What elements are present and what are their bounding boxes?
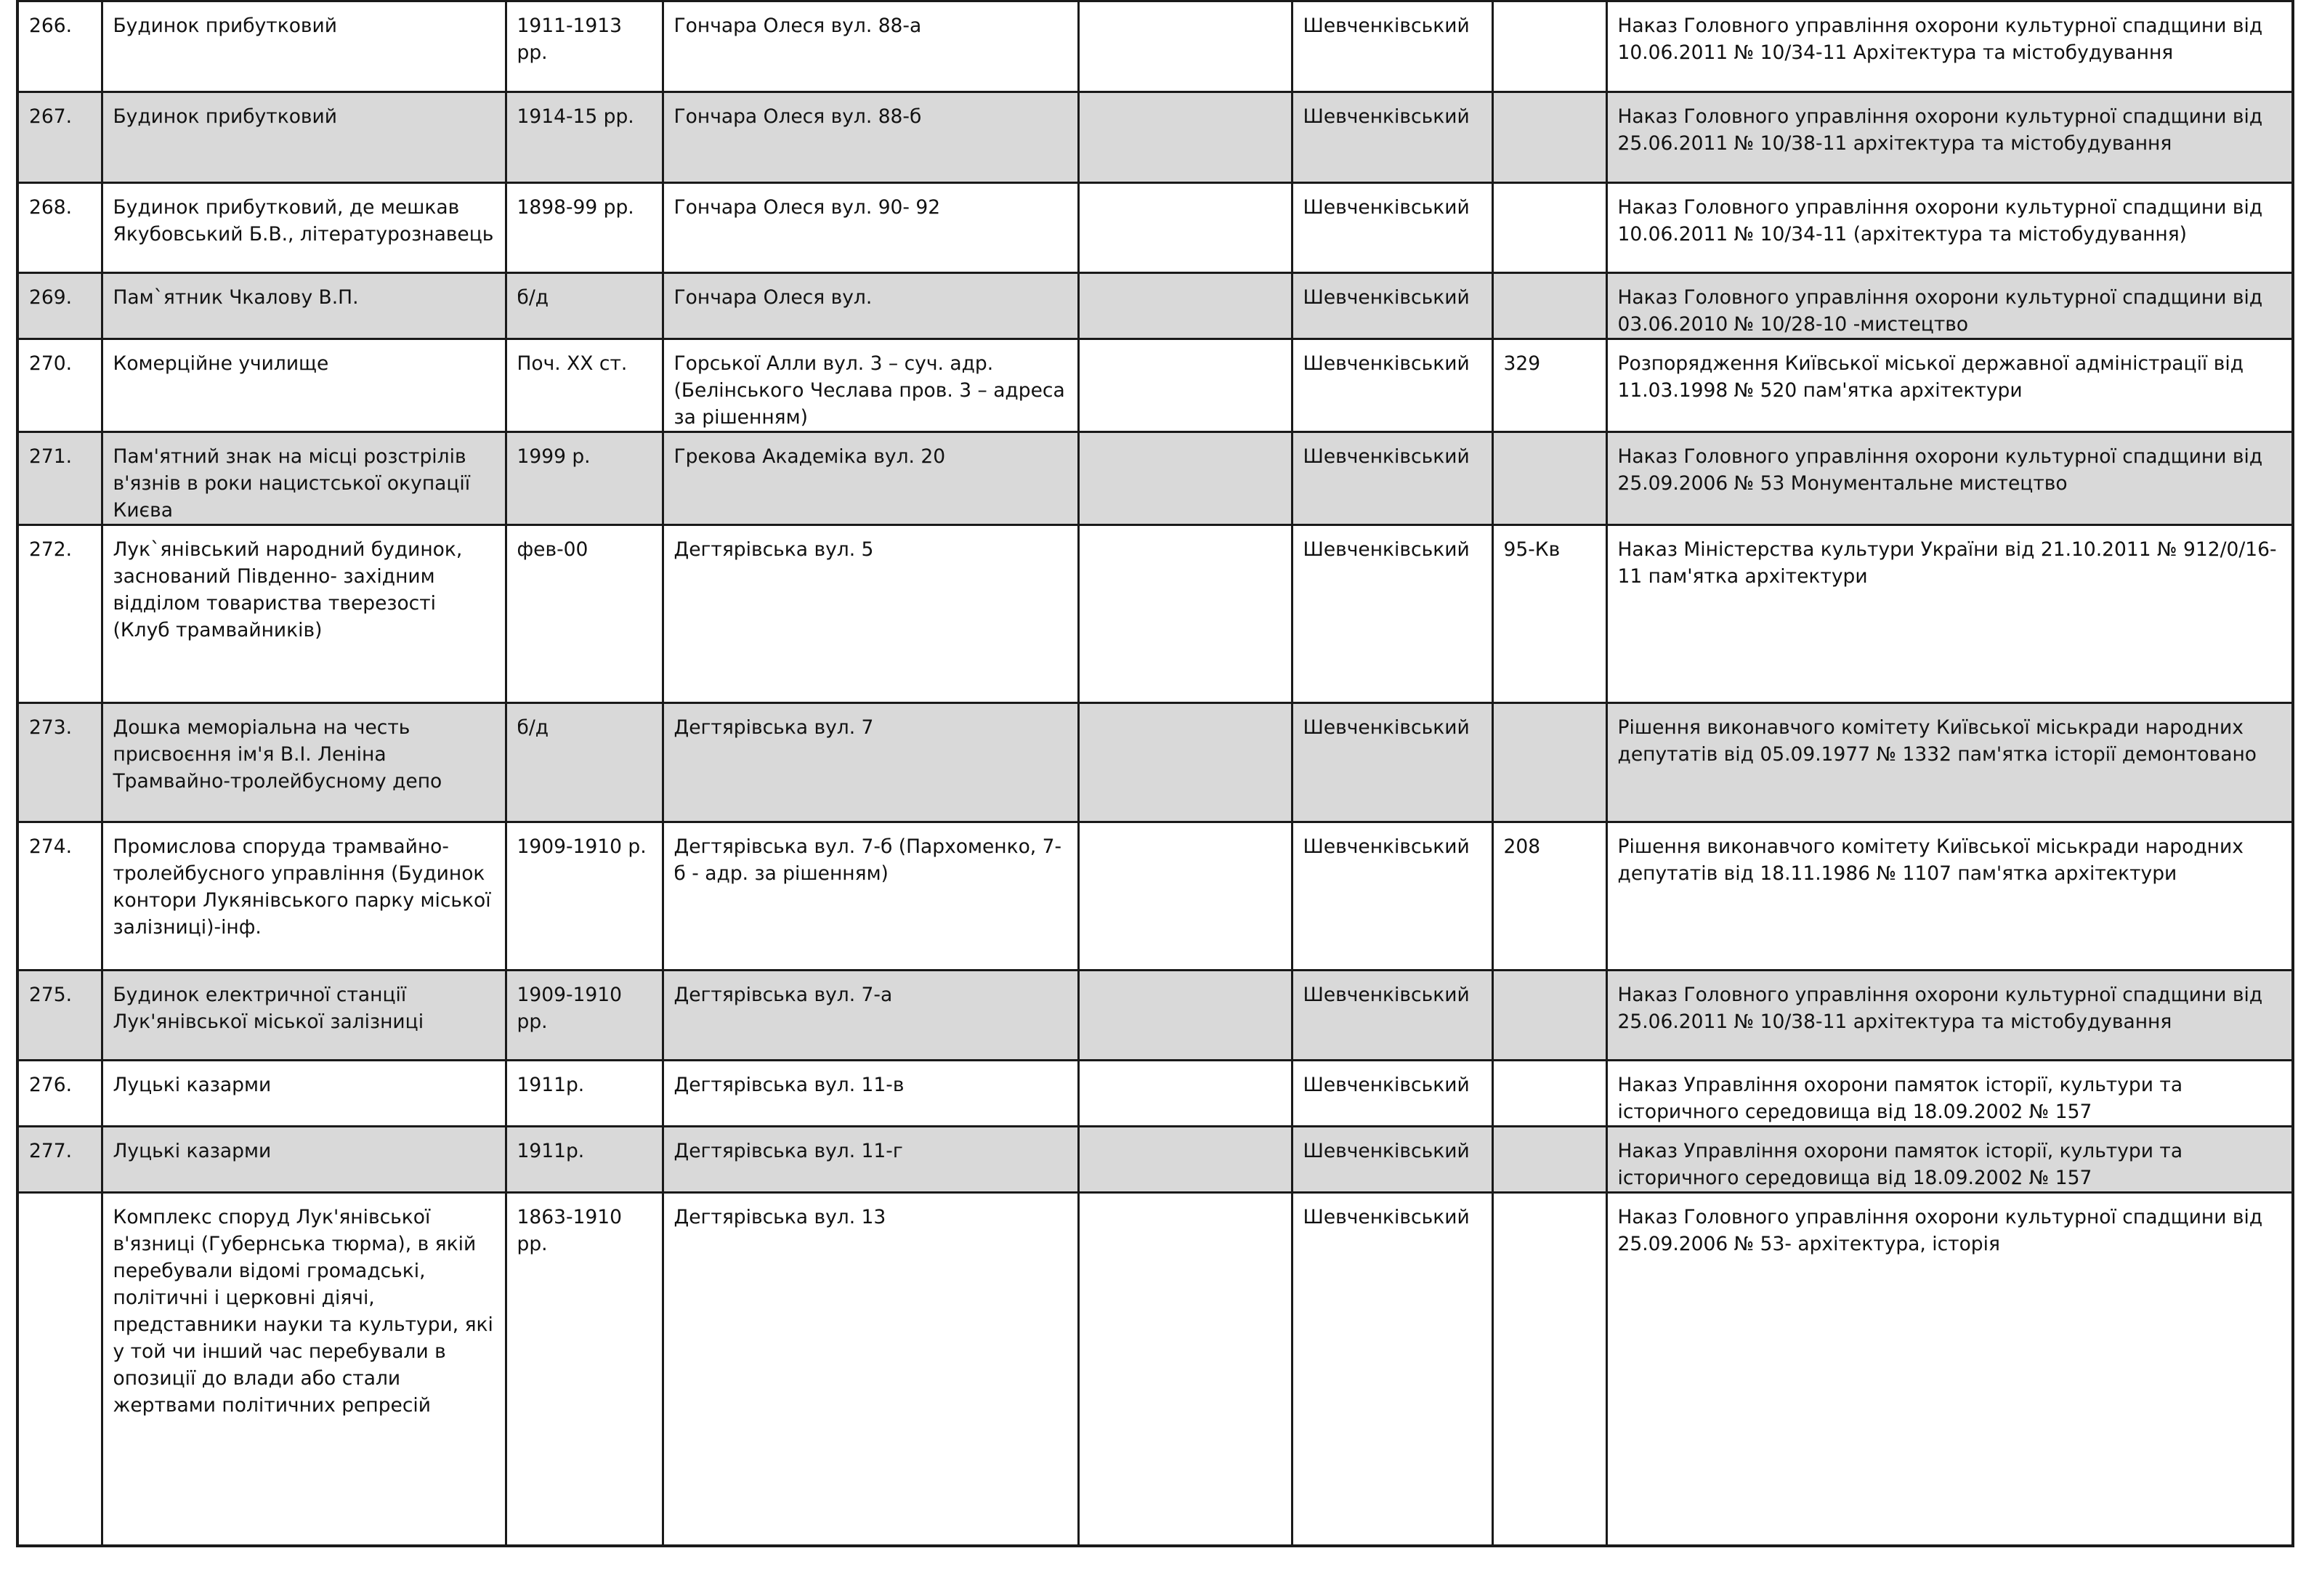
table-row [17, 971, 2293, 1061]
cell-decision: Наказ Головного управління охорони культурної спадщини від 10.06.2011 № 10/34-11 (архітектура та містобудування) [1606, 183, 2293, 273]
cell-object-name: Комплекс споруд Лук'янівської в'язниці (Губернська тюрма), в якій перебували відомі громадські, політичні і церковні діячі, представники науки та культури, які у той чи інший час перебували в опозиції до влади або стали жертвами політичних репресій [102, 1193, 506, 1546]
table-row [17, 1193, 2293, 1546]
cell-date: 1909-1910 рр. [506, 971, 663, 1061]
cell-decision: Рішення виконавчого комітету Київської міськради народних депутатів від 05.09.1977 № 1332 пам'ятка історії демонтовано [1606, 703, 2293, 822]
table-row [17, 273, 2293, 339]
cell-address: Грекова Академіка вул. 20 [663, 432, 1078, 525]
cell-district: Шевченківський [1292, 183, 1492, 273]
cell-decision: Наказ Головного управління охорони культурної спадщини від 25.06.2011 № 10/38-11 архітектура та містобудування [1606, 971, 2293, 1061]
cell-date: 1909-1910 р. [506, 822, 663, 971]
cell-object-name: Луцькі казарми [102, 1127, 506, 1193]
cell-date: 1911р. [506, 1061, 663, 1127]
cell-address: Гончара Олеся вул. 88-а [663, 1, 1078, 92]
cell-extra [1078, 525, 1292, 703]
cell-object-name: Промислова споруда трамвайно-тролейбусного управління (Будинок контори Лукянівського парку міської залізниці)-інф. [102, 822, 506, 971]
cell-code [1492, 1193, 1606, 1546]
cell-district: Шевченківський [1292, 1061, 1492, 1127]
cell-number: 272. [17, 525, 102, 703]
cell-extra [1078, 971, 1292, 1061]
cell-decision: Наказ Управління охорони памяток історії, культури та історичного середовища від 18.09.2002 № 157 [1606, 1061, 2293, 1127]
cell-extra [1078, 432, 1292, 525]
table-row [17, 339, 2293, 432]
cell-decision: Рішення виконавчого комітету Київської міськради народних депутатів від 18.11.1986 № 1107 пам'ятка архітектури [1606, 822, 2293, 971]
cell-district: Шевченківський [1292, 432, 1492, 525]
cell-decision: Наказ Головного управління охорони культурної спадщини від 10.06.2011 № 10/34-11 Архітектура та містобудування [1606, 1, 2293, 92]
cell-number: 276. [17, 1061, 102, 1127]
cell-object-name: Комерційне училище [102, 339, 506, 432]
cell-object-name: Будинок прибутковий, де мешкав Якубовський Б.В., літературознавець [102, 183, 506, 273]
cell-address: Гончара Олеся вул. 90- 92 [663, 183, 1078, 273]
cell-code [1492, 1, 1606, 92]
cell-address: Дегтярівська вул. 11-г [663, 1127, 1078, 1193]
cell-extra [1078, 1127, 1292, 1193]
table-body [17, 1, 2293, 1546]
table-row [17, 432, 2293, 525]
cell-code: 95-Кв [1492, 525, 1606, 703]
cell-extra [1078, 1193, 1292, 1546]
cell-number: 277. [17, 1127, 102, 1193]
cell-number: 274. [17, 822, 102, 971]
cell-district: Шевченківський [1292, 1127, 1492, 1193]
cell-decision: Наказ Управління охорони памяток історії, культури та історичного середовища від 18.09.2002 № 157 [1606, 1127, 2293, 1193]
cell-extra [1078, 822, 1292, 971]
cell-district: Шевченківський [1292, 822, 1492, 971]
cell-extra [1078, 1, 1292, 92]
cell-number: 271. [17, 432, 102, 525]
cell-number: 270. [17, 339, 102, 432]
cell-object-name: Лук`янівський народний будинок, заснований Південно- західним відділом товариства тверезості (Клуб трамвайників) [102, 525, 506, 703]
cell-date: 1863-1910 рр. [506, 1193, 663, 1546]
cell-address: Дегтярівська вул. 7-а [663, 971, 1078, 1061]
cell-object-name: Луцькі казарми [102, 1061, 506, 1127]
cell-address: Гончара Олеся вул. [663, 273, 1078, 339]
cell-address: Дегтярівська вул. 7-б (Пархоменко, 7-б - адр. за рішенням) [663, 822, 1078, 971]
cell-code [1492, 703, 1606, 822]
cell-date: 1914-15 рр. [506, 92, 663, 183]
cell-address: Дегтярівська вул. 5 [663, 525, 1078, 703]
cell-date: 1999 р. [506, 432, 663, 525]
cell-address: Дегтярівська вул. 13 [663, 1193, 1078, 1546]
cell-extra [1078, 339, 1292, 432]
cell-extra [1078, 273, 1292, 339]
cell-address: Дегтярівська вул. 11-в [663, 1061, 1078, 1127]
cell-number: 275. [17, 971, 102, 1061]
cell-object-name: Будинок електричної станції Лук'янівської міської залізниці [102, 971, 506, 1061]
cell-object-name: Будинок прибутковий [102, 92, 506, 183]
table-row [17, 1, 2293, 92]
cell-object-name: Дошка меморіальна на честь присвоєння ім'я В.І. Леніна Трамвайно-тролейбусному депо [102, 703, 506, 822]
table-row [17, 92, 2293, 183]
cell-date: б/д [506, 273, 663, 339]
cell-district: Шевченківський [1292, 525, 1492, 703]
cell-number: 267. [17, 92, 102, 183]
cell-code [1492, 1127, 1606, 1193]
cell-district: Шевченківський [1292, 273, 1492, 339]
cell-extra [1078, 1061, 1292, 1127]
cell-object-name: Пам`ятник Чкалову В.П. [102, 273, 506, 339]
cell-address: Горської Алли вул. 3 – суч. адр. (Белінського Чеслава пров. 3 – адреса за рішенням) [663, 339, 1078, 432]
cell-number: 273. [17, 703, 102, 822]
cell-district: Шевченківський [1292, 971, 1492, 1061]
cell-number: 268. [17, 183, 102, 273]
cell-decision: Наказ Головного управління охорони культурної спадщини від 25.06.2011 № 10/38-11 архітектура та містобудування [1606, 92, 2293, 183]
cell-decision: Наказ Головного управління охорони культурної спадщини від 25.09.2006 № 53- архітектура, історія [1606, 1193, 2293, 1546]
cell-decision: Наказ Міністерства культури України від 21.10.2011 № 912/0/16-11 пам'ятка архітектури [1606, 525, 2293, 703]
cell-code [1492, 1061, 1606, 1127]
table-row [17, 525, 2293, 703]
cell-code [1492, 183, 1606, 273]
cell-number [17, 1193, 102, 1546]
cell-decision: Наказ Головного управління охорони культурної спадщини від 25.09.2006 № 53 Монументальне мистецтво [1606, 432, 2293, 525]
cell-code: 208 [1492, 822, 1606, 971]
cell-date: фев-00 [506, 525, 663, 703]
table-row [17, 703, 2293, 822]
cell-number: 269. [17, 273, 102, 339]
table-row [17, 1127, 2293, 1193]
cell-district: Шевченківський [1292, 1, 1492, 92]
cell-date: Поч. ХХ ст. [506, 339, 663, 432]
cell-district: Шевченківський [1292, 339, 1492, 432]
cell-date: 1911р. [506, 1127, 663, 1193]
cell-date: б/д [506, 703, 663, 822]
table-row [17, 1061, 2293, 1127]
cell-decision: Наказ Головного управління охорони культурної спадщини від 03.06.2010 № 10/28-10 -мистецтво [1606, 273, 2293, 339]
cell-number: 266. [17, 1, 102, 92]
cell-date: 1898-99 рр. [506, 183, 663, 273]
table-row [17, 183, 2293, 273]
cell-code: 329 [1492, 339, 1606, 432]
heritage-register-table [16, 0, 2294, 1547]
cell-date: 1911-1913 рр. [506, 1, 663, 92]
cell-extra [1078, 183, 1292, 273]
cell-district: Шевченківський [1292, 1193, 1492, 1546]
cell-extra [1078, 92, 1292, 183]
cell-code [1492, 273, 1606, 339]
cell-object-name: Пам'ятний знак на місці розстрілів в'язнів в роки нацистської окупації Києва [102, 432, 506, 525]
cell-code [1492, 971, 1606, 1061]
cell-extra [1078, 703, 1292, 822]
cell-object-name: Будинок прибутковий [102, 1, 506, 92]
cell-district: Шевченківський [1292, 92, 1492, 183]
table-row [17, 822, 2293, 971]
cell-code [1492, 92, 1606, 183]
cell-address: Гончара Олеся вул. 88-б [663, 92, 1078, 183]
cell-address: Дегтярівська вул. 7 [663, 703, 1078, 822]
cell-code [1492, 432, 1606, 525]
cell-district: Шевченківський [1292, 703, 1492, 822]
cell-decision: Розпорядження Київської міської державної адміністрації від 11.03.1998 № 520 пам'ятка архітектури [1606, 339, 2293, 432]
